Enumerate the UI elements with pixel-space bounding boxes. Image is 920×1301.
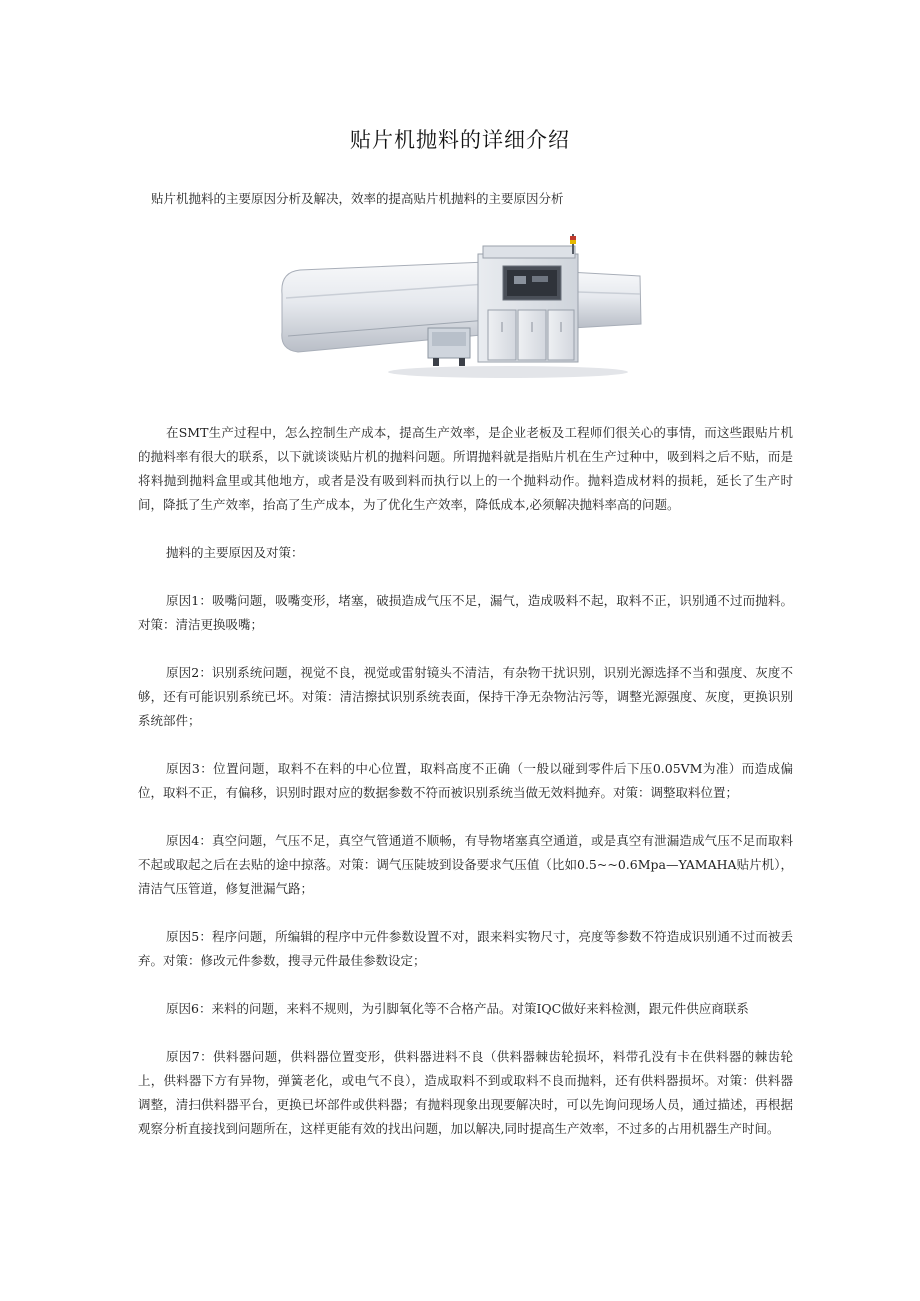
paragraph-causes-heading: 抛料的主要原因及对策： xyxy=(166,545,304,560)
paragraph-cause-5: 原因5：程序问题，所编辑的程序中元件参数设置不对，跟来料实物尺寸，亮度等参数不符造成识别通不过而被丢弃。对策：修改元件参数，搜寻元件最佳参数设定； xyxy=(138,929,793,968)
paragraph-cause-1: 原因1：吸嘴问题，吸嘴变形，堵塞，破损造成气压不足，漏气，造成吸料不起，取料不正，识别通不过而抛料。对策：清洁更换吸嘴； xyxy=(138,593,793,632)
paragraph-intro: 在SMT生产过程中，怎么控制生产成本，提高生产效率，是企业老板及工程师们很关心的事情，而这些跟贴片机的抛料率有很大的联系，以下就谈谈贴片机的抛料问题。所谓抛料就是指贴片机在生产过种中，吸到料之后不贴，而是将料抛到抛料盒里或其他地方，或者是没有吸到料而执行以上的一个抛料动作。抛料造成材料的损耗，延长了生产时间，降抵了生产效率，抬高了生产成本，为了优化生产效率，降低成本,必须解决抛料率高的问题。 xyxy=(138,425,793,512)
paragraph-cause-7: 原因7：供料器问题，供料器位置变形，供料器进料不良（供料器棘齿轮损坏，料带孔没有卡在供料器的棘齿轮上，供料器下方有异物，弹簧老化，或电气不良），造成取料不到或取料不良而抛料，还有供料器损坏。对策：供料器调整，清扫供料器平台，更换已坏部件或供料器；有抛料现象出现要解决时，可以先询问现场人员，通过描述，再根据观察分析直接找到问题所在，这样更能有效的找出问题，加以解决,同时提高生产效率，不过多的占用机器生产时间。 xyxy=(138,1049,793,1136)
paragraph-cause-4: 原因4：真空问题，气压不足，真空气管通道不顺畅，有导物堵塞真空通道，或是真空有泄漏造成气压不足而取料不起或取起之后在去贴的途中掠落。对策：调气压陡坡到设备要求气压值（比如0.5~~0.6Mpa—YAMAHA贴片机），清洁气压管道，修复泄漏气路； xyxy=(138,833,793,896)
pick-and-place-machine-illustration xyxy=(278,232,643,382)
document-body xyxy=(138,421,793,1141)
document-subtitle: 贴片机抛料的主要原因分析及解决，效率的提高贴片机抛料的主要原因分析 xyxy=(151,191,564,206)
smt-machine-photo xyxy=(278,232,643,382)
document-title: 贴片机抛料的详细介绍 xyxy=(350,128,570,152)
paragraph-cause-6: 原因6：来料的问题，来料不规则，为引脚氧化等不合格产品。对策IQC做好来料检测，跟元件供应商联系 xyxy=(166,1001,749,1016)
paragraph-cause-2: 原因2：识别系统问题，视觉不良，视觉或雷射镜头不清洁，有杂物干扰识别，识别光源选择不当和强度、灰度不够，还有可能识别系统已坏。对策：清洁擦拭识别系统表面，保持干净无杂物沾污等，调整光源强度、灰度，更换识别系统部件； xyxy=(138,665,793,728)
paragraph-cause-3: 原因3：位置问题，取料不在料的中心位置，取料高度不正确（一般以碰到零件后下压0.05VM为准）而造成偏位，取料不正，有偏移，识别时跟对应的数据参数不符而被识别系统当做无效料抛弃。对策：调整取料位置； xyxy=(138,761,793,800)
